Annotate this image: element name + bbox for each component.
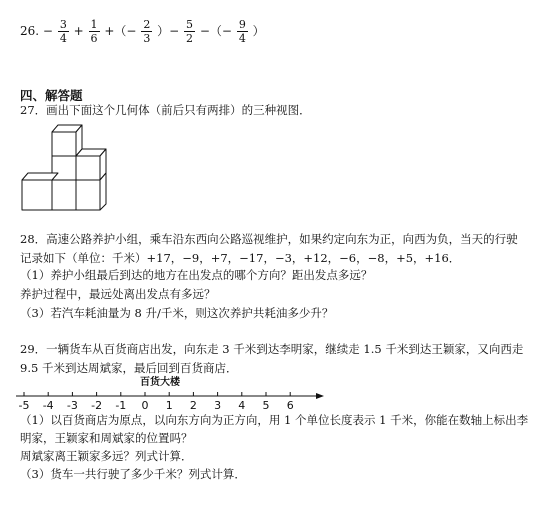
q26-fraction-1: $\frac{3}{4}$ [59,18,67,45]
number-line-tick-label: 6 [286,399,294,412]
number-line-tick-label: -5 [18,399,30,412]
number-line-arrow [316,393,324,399]
number-line [10,374,330,414]
q28-line-1: 28．高速公路养护小组，乘车沿东西向公路巡视维护，如果约定向东为正，向西为负，当天的行驶 [20,232,518,246]
number-line-tick-label: -3 [66,399,78,412]
number-line-tick-label: -2 [91,399,103,412]
q26-operator: + [73,24,84,38]
q26-fraction-2: $\frac{1}{6}$ [90,18,98,45]
q29-line-1: 29．一辆货车从百货商店出发，向东走 3 千米到达李明家，继续走 1.5 千米到达王颖家，又向西走 [20,342,524,356]
number-line-tick-label: 2 [189,399,197,412]
q26-number: 26. [20,24,40,38]
number-line-tick-label: 1 [165,399,173,412]
number-line-tick-label: 5 [262,399,270,412]
q28-line-3: （1）养护小组最后到达的地方在出发点的哪个方向？距出发点多远？ [20,268,373,282]
q26-operator: ）− [157,24,180,38]
q29-line-6: （3）货车一共行驶了多少千米？列式计算． [20,467,246,481]
number-line-tick-label: -4 [42,399,54,412]
q26-operator: −（− [199,24,232,38]
q29-line-5: 周斌家离王颖家多远？列式计算． [20,449,193,463]
q26-fraction-5: $\frac{9}{4}$ [238,18,246,45]
q27-text: 27．画出下面这个几何体（前后只有两排）的三种视图． [20,103,311,117]
q28-line-4: 养护过程中，最远处离出发点有多远？ [20,287,216,301]
number-line-tick-label: 4 [238,399,246,412]
section-title: 四、解答题 [20,88,83,103]
number-line-tick-label: -1 [115,399,127,412]
q29-line-3: （1）以百货商店为原点，以向东方向为正方向，用 1 个单位长度表示 1 千米，你能在数轴上标出李 [20,413,529,427]
q29-line-4: 明家，王颖家和周斌家的位置吗？ [20,431,193,445]
q26-fraction-4: $\frac{5}{2}$ [186,18,194,45]
q26-expression [20,12,265,50]
cube-solid-figure [18,120,113,220]
number-line-label: 百货大楼 [140,377,180,388]
q29-line-2: 9.5 千米到达周斌家，最后回到百货商店． [20,361,238,375]
q26-operator: ） [252,24,265,38]
q28-line-2: 记录如下（单位：千米）+17，−9，+7，−17，−3，+12，−6，−8，+5，+16． [20,251,461,265]
q26-fraction-3: $\frac{2}{3}$ [143,18,151,45]
q26-operator: +（− [104,24,137,38]
q26-sign: − [42,24,53,38]
number-line-tick-label: 0 [141,399,149,412]
q28-line-5: （3）若汽车耗油量为 8 升/千米，则这次养护共耗油多少升？ [20,306,334,320]
number-line-tick-label: 3 [214,399,222,412]
